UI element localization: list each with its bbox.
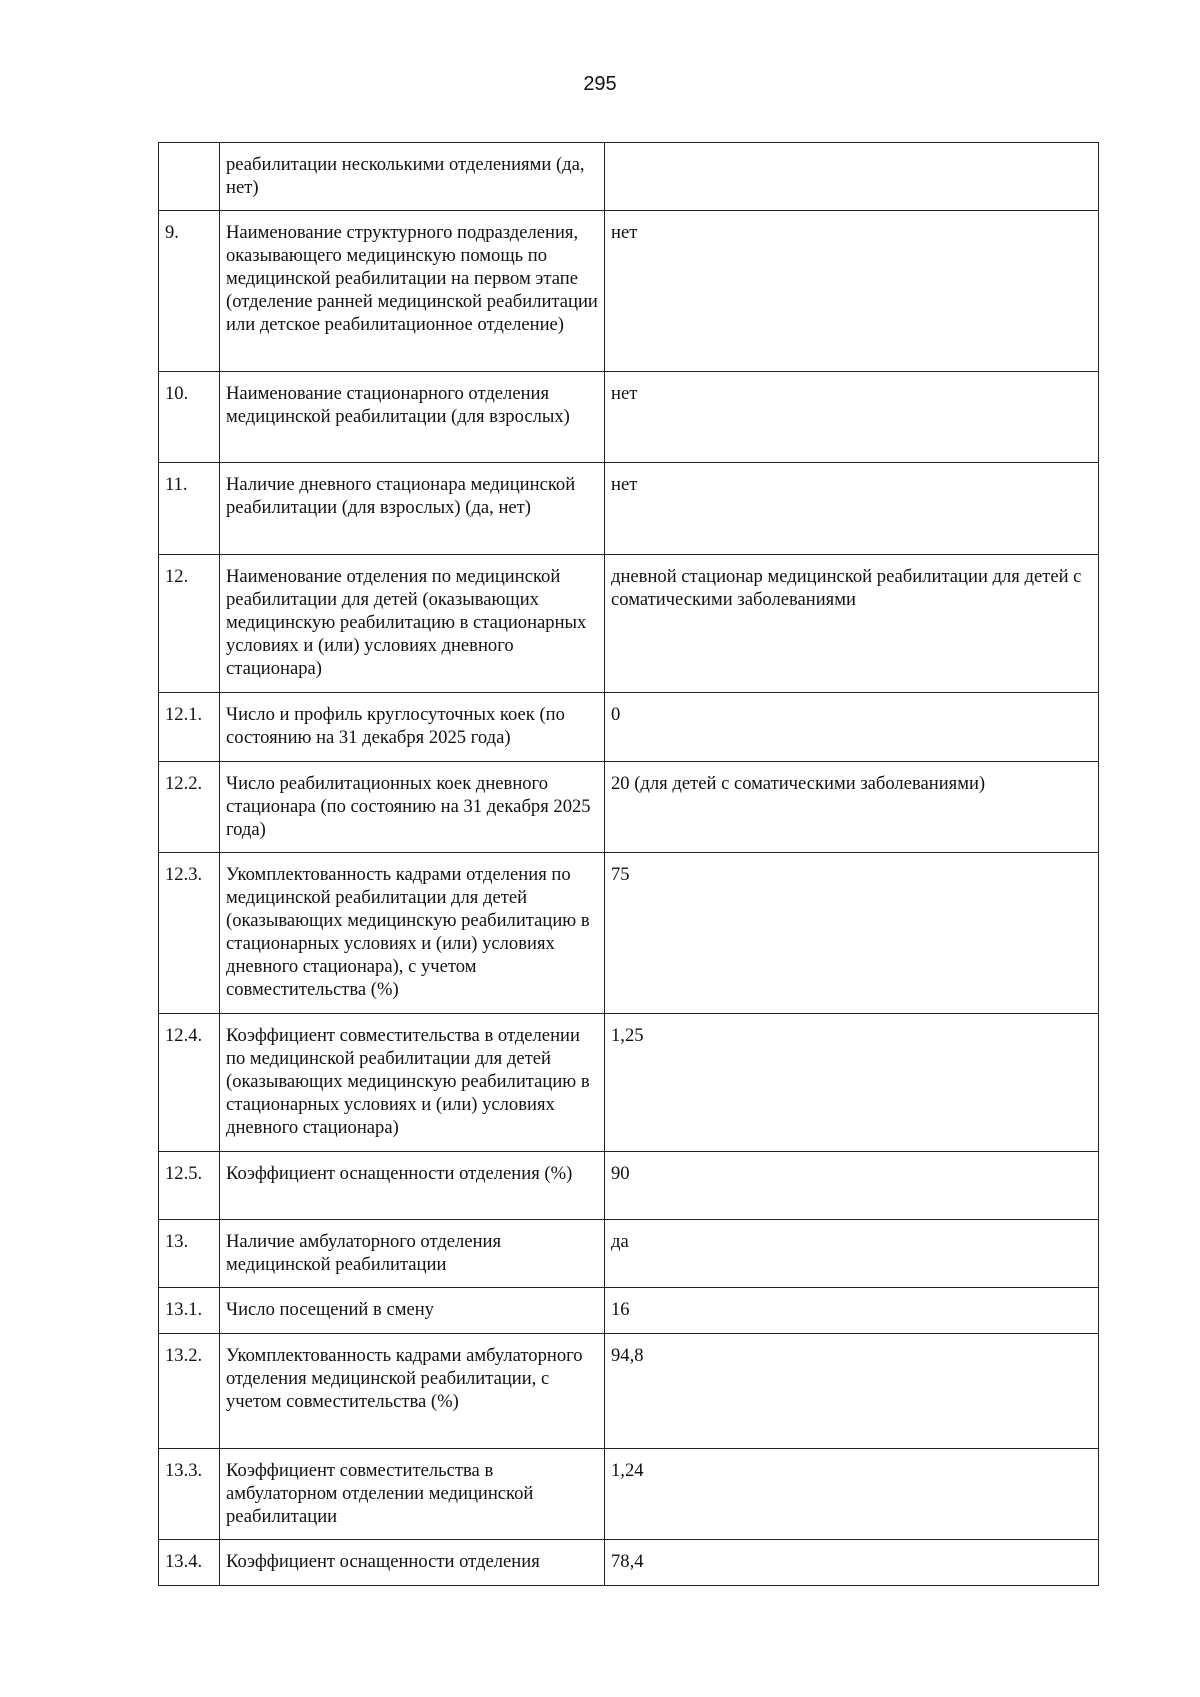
table-row: [159, 1449, 1099, 1540]
row-number: 11.: [159, 463, 220, 555]
row-label: Укомплектованность кадрами отделения по медицинской реабилитации для детей (оказывающих медицинскую реабилитацию в стационарных условиях и (или) условиях дневного стационара), с учетом совместительства (%): [220, 853, 605, 1014]
row-value: 16: [605, 1288, 1099, 1334]
table-row: [159, 762, 1099, 853]
data-table: [158, 142, 1099, 1586]
table-row: [159, 1334, 1099, 1449]
table-row: [159, 143, 1099, 211]
row-label: Число посещений в смену: [220, 1288, 605, 1334]
row-number: [159, 143, 220, 211]
row-number: 12.4.: [159, 1014, 220, 1152]
row-label: Наличие дневного стационара медицинской реабилитации (для взрослых) (да, нет): [220, 463, 605, 555]
row-label: реабилитации несколькими отделениями (да, нет): [220, 143, 605, 211]
row-label: Наименование отделения по медицинской реабилитации для детей (оказывающих медицинскую реабилитацию в стационарных условиях и (или) условиях дневного стационара): [220, 555, 605, 693]
row-value: 1,25: [605, 1014, 1099, 1152]
table-row: [159, 1288, 1099, 1334]
row-value: 90: [605, 1152, 1099, 1220]
page-number: 295: [583, 73, 617, 95]
row-number: 9.: [159, 211, 220, 372]
table-row: [159, 1014, 1099, 1152]
row-label: Укомплектованность кадрами амбулаторного отделения медицинской реабилитации, с учетом совместительства (%): [220, 1334, 605, 1449]
row-number: 12.1.: [159, 693, 220, 762]
row-label: Коэффициент совместительства в амбулаторном отделении медицинской реабилитации: [220, 1449, 605, 1540]
table-row: [159, 211, 1099, 372]
row-number: 13.1.: [159, 1288, 220, 1334]
row-label: Коэффициент оснащенности отделения (%): [220, 1152, 605, 1220]
row-value: нет: [605, 463, 1099, 555]
table-row: [159, 463, 1099, 555]
table-row: [159, 1540, 1099, 1586]
row-value: нет: [605, 372, 1099, 463]
table-row: [159, 1220, 1099, 1288]
row-number: 12.5.: [159, 1152, 220, 1220]
row-value: 0: [605, 693, 1099, 762]
row-value: 94,8: [605, 1334, 1099, 1449]
row-label: Коэффициент оснащенности отделения: [220, 1540, 605, 1586]
row-value: 1,24: [605, 1449, 1099, 1540]
row-number: 13.2.: [159, 1334, 220, 1449]
row-number: 10.: [159, 372, 220, 463]
row-label: Наименование структурного подразделения, оказывающего медицинскую помощь по медицинской реабилитации на первом этапе (отделение ранней медицинской реабилитации или детское реабилитационное отделение): [220, 211, 605, 372]
row-value: 78,4: [605, 1540, 1099, 1586]
row-number: 12.2.: [159, 762, 220, 853]
row-label: Коэффициент совместительства в отделении по медицинской реабилитации для детей (оказывающих медицинскую реабилитацию в стационарных условиях и (или) условиях дневного стационара): [220, 1014, 605, 1152]
row-label: Число и профиль круглосуточных коек (по состоянию на 31 декабря 2025 года): [220, 693, 605, 762]
row-value: 75: [605, 853, 1099, 1014]
table-row: [159, 1152, 1099, 1220]
row-value: нет: [605, 211, 1099, 372]
row-number: 12.3.: [159, 853, 220, 1014]
row-value: дневной стационар медицинской реабилитации для детей с соматическими заболеваниями: [605, 555, 1099, 693]
row-number: 12.: [159, 555, 220, 693]
table-row: [159, 693, 1099, 762]
table-row: [159, 555, 1099, 693]
table-row: [159, 372, 1099, 463]
row-number: 13.: [159, 1220, 220, 1288]
row-number: 13.4.: [159, 1540, 220, 1586]
row-label: Наименование стационарного отделения медицинской реабилитации (для взрослых): [220, 372, 605, 463]
table-row: [159, 853, 1099, 1014]
row-label: Наличие амбулаторного отделения медицинской реабилитации: [220, 1220, 605, 1288]
row-value: 20 (для детей с соматическими заболеваниями): [605, 762, 1099, 853]
row-value: [605, 143, 1099, 211]
row-number: 13.3.: [159, 1449, 220, 1540]
row-value: да: [605, 1220, 1099, 1288]
row-label: Число реабилитационных коек дневного стационара (по состоянию на 31 декабря 2025 года): [220, 762, 605, 853]
